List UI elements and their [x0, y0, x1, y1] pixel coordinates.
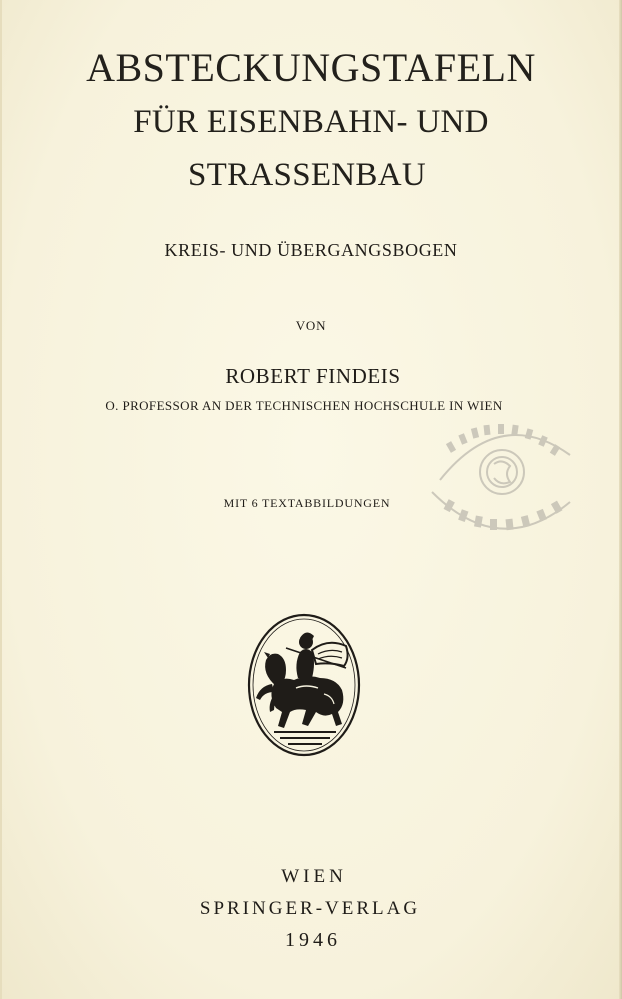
book-title-line-2: FÜR EISENBAHN- UND [133, 104, 489, 140]
author-affiliation: O. PROFESSOR AN DER TECHNISCHEN HOCHSCHULE IN WIEN [105, 398, 503, 413]
library-stamp-icon [420, 410, 580, 540]
illustrations-note: MIT 6 TEXTABBILDUNGEN [223, 496, 391, 510]
publisher-city: WIEN [281, 866, 347, 887]
publisher-name: SPRINGER-VERLAG [199, 898, 421, 919]
author-name: ROBERT FINDEIS [225, 364, 401, 388]
book-title-line-3: STRASSENBAU [187, 157, 427, 193]
book-subtitle: KREIS- UND ÜBERGANGSBOGEN [164, 240, 458, 260]
by-line: VON [295, 318, 327, 333]
publication-year: 1946 [285, 929, 341, 951]
springer-knight-emblem-icon [246, 612, 362, 758]
book-title: ABSTECKUNGSTAFELN [86, 45, 536, 90]
